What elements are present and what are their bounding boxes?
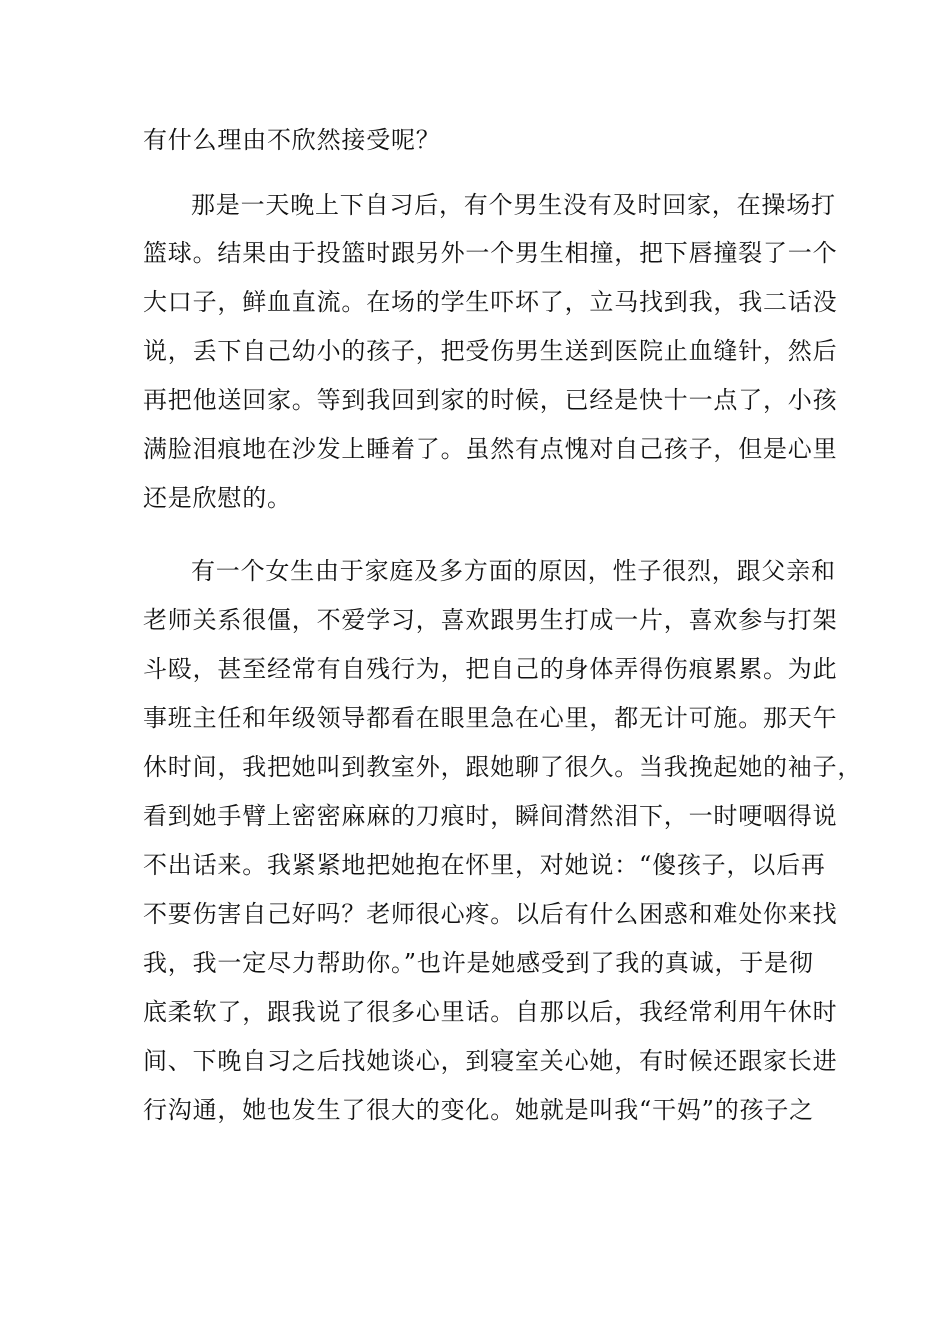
text-line: 还是欣慰的。 bbox=[143, 484, 292, 512]
text-line: 满脸泪痕地在沙发上睡着了。虽然有点愧对自己孩子，但是心里 bbox=[143, 435, 838, 463]
text-line: 篮球。结果由于投篮时跟另外一个男生相撞，把下唇撞裂了一个 bbox=[143, 239, 838, 267]
text-line: 斗殴，甚至经常有自残行为，把自己的身体弄得伤痕累累。为此 bbox=[143, 655, 838, 683]
text-line: 休时间，我把她叫到教室外，跟她聊了很久。当我挽起她的袖子， bbox=[143, 753, 863, 781]
text-line: 大口子，鲜血直流。在场的学生吓坏了，立马找到我，我二话没 bbox=[143, 288, 838, 316]
text-line: 老师关系很僵，不爱学习，喜欢跟男生打成一片，喜欢参与打架 bbox=[143, 606, 838, 634]
text-line: 不要伤害自己好吗？老师很心疼。以后有什么困惑和难处你来找 bbox=[143, 900, 838, 928]
text-line: 行沟通，她也发生了很大的变化。她就是叫我“干妈”的孩子之 bbox=[143, 1096, 814, 1124]
text-line: 说，丢下自己幼小的孩子，把受伤男生送到医院止血缝针，然后 bbox=[143, 337, 838, 365]
text-line: 看到她手臂上密密麻麻的刀痕时，瞬间潸然泪下，一时哽咽得说 bbox=[143, 802, 838, 830]
text-line: 间、下晚自习之后找她谈心，到寝室关心她，有时候还跟家长进 bbox=[143, 1047, 838, 1075]
text-line: 有一个女生由于家庭及多方面的原因，性子很烈，跟父亲和 bbox=[191, 557, 836, 585]
text-line: 那是一天晚上下自习后，有个男生没有及时回家，在操场打 bbox=[191, 191, 836, 219]
text-line: 事班主任和年级领导都看在眼里急在心里，都无计可施。那天午 bbox=[143, 704, 838, 732]
text-line: 我，我一定尽力帮助你。”也许是她感受到了我的真诚，于是彻 bbox=[143, 949, 814, 977]
text-line: 有什么理由不欣然接受呢？ bbox=[143, 126, 441, 154]
text-line: 再把他送回家。等到我回到家的时候，已经是快十一点了，小孩 bbox=[143, 386, 838, 414]
text-line: 底柔软了，跟我说了很多心里话。自那以后，我经常利用午休时 bbox=[143, 998, 838, 1026]
text-line: 不出话来。我紧紧地把她抱在怀里，对她说：“傻孩子，以后再 bbox=[143, 851, 826, 879]
